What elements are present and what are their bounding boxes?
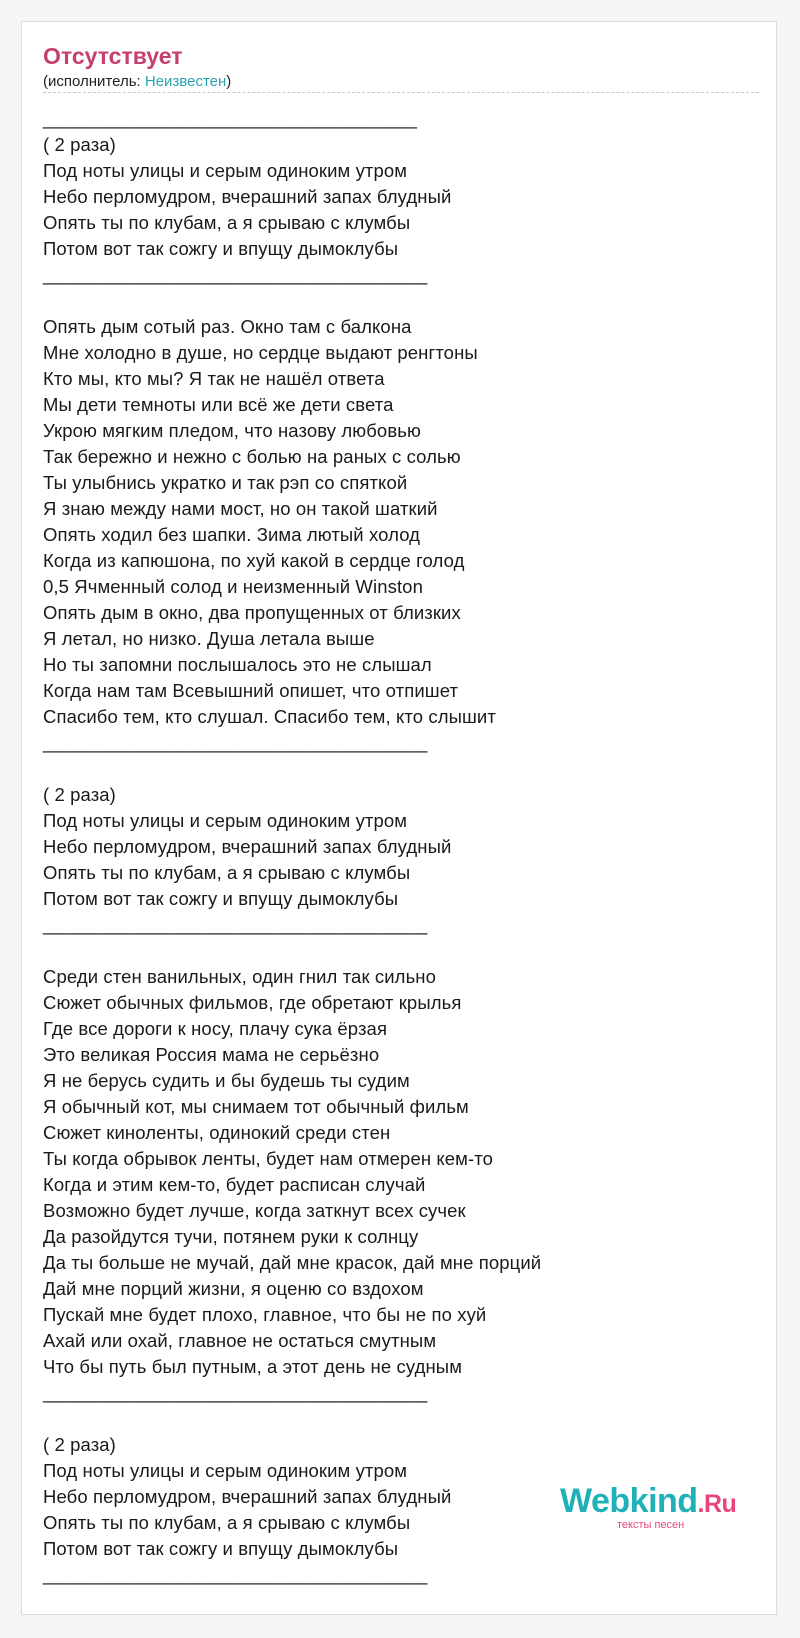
artist-link[interactable]: Неизвестен (144, 73, 227, 90)
artist-prefix: (исполнитель: (43, 73, 145, 90)
logo-tld-text: .Ru (697, 1490, 737, 1518)
artist-line (43, 73, 759, 93)
artist-suffix: ) (226, 73, 232, 90)
logo-main-text: Webkind (560, 1482, 698, 1520)
song-content (43, 42, 759, 1588)
song-title: Отсутствует (43, 43, 183, 69)
lyrics-text: ____________________________________ ( 2 раза) Под ноты улицы и серым одиноким утром Небо перломудром, вчерашний запах блудный Опять ты по клубам, а я срываю с клумбы Потом вот так сожгу и впущу дымоклубы _____________________________________ Опять дым сотый раз. Окно там с балкона Мне холодно в душе, но сердце выдают ренгтоны Кто мы, кто мы? Я так не нашёл ответа Мы дети темноты или всё же дети света Укрою мягким пледом, что назову любовью Так бережно и нежно с болью на раных с солью Ты улыбнись украткo и так рэп со спяткой Я знаю между нами мост, но он такой шаткий Опять ходил без шапки. Зима лютый холод Когда из капюшона, по хуй какой в сердце голод 0,5 Ячменный солод и неизменный Winston Опять дым в окно, два пропущенных от близких Я летал, но низко. Душа летала выше Но ты запомни послышалось это не слышал Когда нам там Всевышний опишет, что отпишет Спасибо тем, кто слушал. Спасибо тем, кто слышит _____________________________________ ( 2 раза) Под ноты улицы и серым одиноким утром Небо перломудром, вчерашний запах блудный Опять ты по клубам, а я срываю с клумбы Потом вот так сожгу и впущу дымоклубы _____________________________________ Среди стен ванильных, один гнил так сильно Сюжет обычных фильмов, где обретают крылья Где все дороги к носу, плачу сука ёрзая Это великая Россия мама не серьёзно Я не берусь судить и бы будешь ты судим Я обычный кот, мы снимаем тот обычный фильм Сюжет киноленты, одинокий среди стен Ты когда обрывок ленты, будет нам отмерен кем-то Когда и этим кем-то, будет расписан случай Возможно будет лучше, когда заткнут всех сучек Да разойдутся тучи, потянем руки к солнцу Да ты больше не мучай, дай мне красок, дай мне порций Дай мне порций жизни, я оценю со вздохом Пускай мне будет плохо, главное, что бы не по хуй Ахай или охай, главное не остаться смутным Что бы путь был путным, а этот день не судным _____________________________________ ( 2 раза) Под ноты улицы и серым одиноким утром Небо перломудром, вчерашний запах блудный Опять ты по клубам, а я срываю с клумбы Потом вот так сожгу и впущу дымоклубы _____________________________________ (43, 108, 542, 1585)
site-logo[interactable] (560, 1481, 760, 1545)
logo-wordmark (560, 1481, 736, 1524)
page-card (21, 21, 777, 1615)
logo-tagline: тексты песен (617, 1519, 685, 1531)
